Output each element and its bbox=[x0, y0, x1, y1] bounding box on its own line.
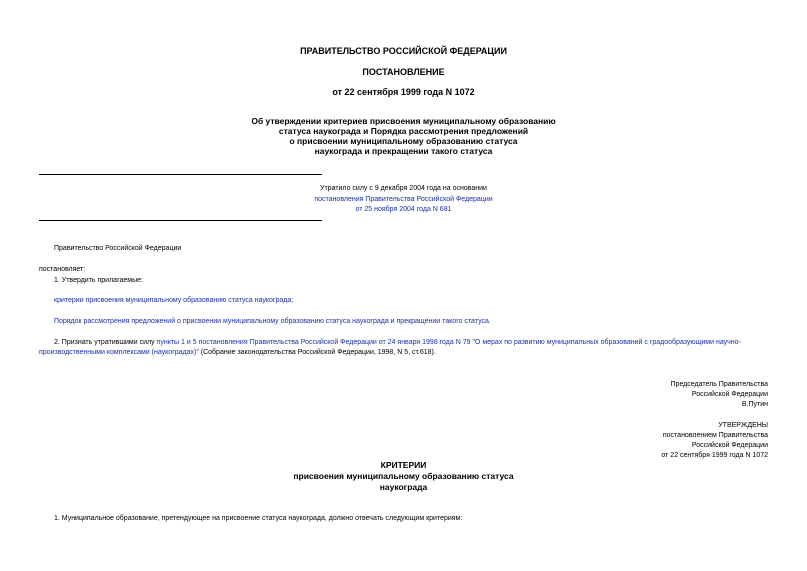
signature-name: В.Путин bbox=[741, 401, 768, 408]
signature-block bbox=[671, 380, 768, 410]
criteria-paragraph-1: 1. Муниципальное образование, претендующее на присвоение статуса наукограда, должно отвечать следующим критериям: bbox=[54, 515, 463, 522]
item-2 bbox=[54, 338, 741, 347]
approval-line: УТВЕРЖДЕНЫ bbox=[718, 422, 768, 429]
status-note-text: Утратило силу с 9 декабря 2004 года на основании bbox=[320, 185, 487, 192]
criteria-heading-line: наукограда bbox=[379, 482, 428, 492]
item-2-suffix: (Собрание законодательства Российской Федерации, 1998, N 5, ст.618). bbox=[198, 349, 436, 356]
status-note bbox=[0, 184, 807, 216]
resolves-text: постановляет: bbox=[39, 266, 86, 273]
divider-top bbox=[39, 174, 322, 175]
repealed-points-link[interactable]: пункты 1 и 5 постановления Правительства Российской Федерации от 24 января 1998 года N 79 "О мерах по развитию муниципальных образований с градообразующими научно- bbox=[156, 339, 741, 346]
item-2-continued bbox=[39, 348, 436, 357]
item-2-prefix: 2. Признать утратившими силу bbox=[54, 339, 157, 346]
signature-country: Российской Федерации bbox=[691, 391, 768, 398]
title-line: Об утверждении критериев присвоения муниципальному образованию bbox=[251, 116, 556, 126]
intro-text: Правительство Российской Федерации bbox=[54, 245, 182, 252]
signature-title: Председатель Правительства bbox=[670, 381, 768, 388]
title-line: статуса наукограда и Порядка рассмотрения предложений bbox=[278, 126, 529, 136]
approval-line: постановлением Правительства bbox=[662, 432, 768, 439]
divider-bottom bbox=[39, 220, 322, 221]
procedure-link[interactable]: Порядок рассмотрения предложений о присвоении муниципальному образованию статуса наукограда и прекращении такого статуса. bbox=[54, 318, 491, 325]
criteria-heading bbox=[0, 460, 807, 493]
document-title bbox=[0, 116, 807, 156]
approval-block bbox=[661, 421, 768, 461]
item-1: 1. Утвердить прилагаемые: bbox=[54, 277, 143, 284]
criteria-heading-line: КРИТЕРИИ bbox=[380, 460, 427, 470]
criteria-link[interactable]: критерии присвоения муниципальному образованию статуса наукограда; bbox=[54, 297, 294, 304]
repealed-points-link-cont[interactable]: производственными комплексами (наукоградах)" bbox=[39, 349, 199, 356]
approval-line: Российской Федерации bbox=[691, 442, 768, 449]
title-line: о присвоении муниципальному образованию статуса bbox=[289, 136, 518, 146]
doc-type-heading: ПОСТАНОВЛЕНИЕ bbox=[362, 67, 445, 77]
title-line: наукограда и прекращении такого статуса bbox=[314, 146, 493, 156]
government-heading: ПРАВИТЕЛЬСТВО РОССИЙСКОЙ ФЕДЕРАЦИИ bbox=[300, 46, 507, 56]
status-note-link-date[interactable]: от 25 ноября 2004 года N 681 bbox=[355, 206, 452, 213]
status-note-link[interactable]: постановления Правительства Российской Федерации bbox=[314, 195, 493, 203]
approval-line: от 22 сентября 1999 года N 1072 bbox=[661, 452, 768, 459]
doc-date: от 22 сентября 1999 года N 1072 bbox=[332, 87, 475, 97]
criteria-heading-line: присвоения муниципальному образованию статуса bbox=[293, 471, 514, 481]
